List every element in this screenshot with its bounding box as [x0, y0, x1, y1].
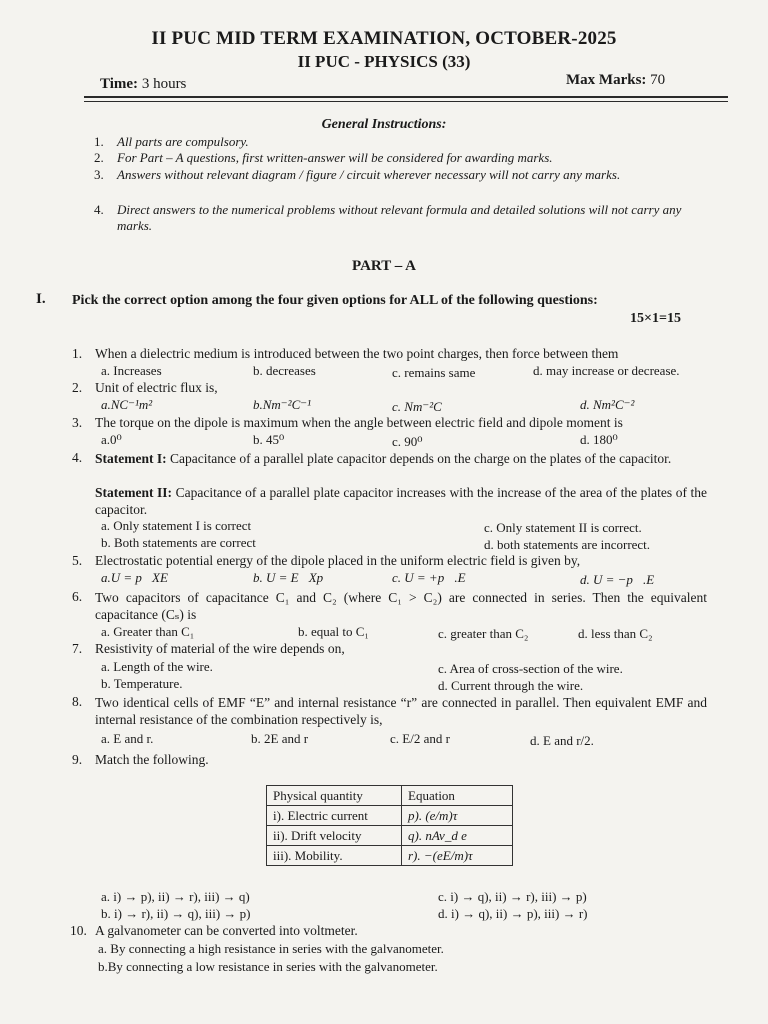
- header-rule-thin: [84, 101, 728, 102]
- subject-title: II PUC - PHYSICS (33): [297, 52, 471, 71]
- q4-option-b: b. Both statements are correct: [101, 535, 256, 550]
- exam-title: II PUC MID TERM EXAMINATION, OCTOBER-2025: [151, 28, 617, 49]
- q6-option-d: d. less than C₂: [578, 626, 653, 641]
- marks-label: Max Marks:: [566, 72, 647, 88]
- q7-text: Resistivity of material of the wire depends on,: [95, 641, 345, 656]
- q4-statement-1-text: Capacitance of a parallel plate capacitor depends on the charge on the plates of the capacitor.: [169, 451, 672, 466]
- q8-option-a: a. E and r.: [101, 731, 154, 746]
- q2-option-c: c. Nm⁻²C: [392, 399, 442, 414]
- match-header-quantity: Physical quantity: [267, 786, 402, 806]
- table-row: [267, 826, 513, 846]
- q1-option-a: a. Increases: [101, 363, 162, 378]
- q9-option-a: a. i) → p), ii) → r), iii) → q): [101, 889, 250, 904]
- q5-text: Electrostatic potential energy of the dipole placed in the uniform electric field is given by,: [95, 553, 581, 568]
- q2-option-b: b.Nm⁻²C⁻¹: [253, 397, 311, 412]
- q10-number: 10.: [70, 923, 87, 938]
- q7-option-c: c. Area of cross-section of the wire.: [438, 661, 623, 676]
- q10-option-a: a. By connecting a high resistance in series with the galvanometer.: [98, 941, 444, 956]
- q4-number: 4.: [72, 450, 83, 465]
- part-a-title: PART – A: [352, 258, 416, 274]
- q1-option-c: c. remains same: [392, 365, 476, 380]
- q9-number: 9.: [72, 752, 83, 767]
- q9-option-c: c. i) → q), ii) → r), iii) → p): [438, 889, 587, 904]
- q3-number: 3.: [72, 415, 83, 430]
- marks-value: 70: [650, 72, 666, 88]
- q2-option-a: a.NC⁻¹m²: [101, 397, 153, 412]
- q8-option-c: c. E/2 and r: [390, 731, 450, 746]
- q6-option-c: c. greater than C₂: [438, 626, 529, 641]
- match-equation: p). (e/m)τ: [402, 806, 513, 826]
- q3-option-a: a.0⁰: [101, 432, 122, 447]
- q6-text: Two capacitors of capacitance C₁ and C₂ (where C₁ > C₂) are connected in series. Then the equivalent capacitance (Cₛ) is: [95, 590, 707, 622]
- q1-number: 1.: [72, 346, 83, 361]
- table-row: [267, 846, 513, 866]
- q4-statement-1-label: Statement I:: [95, 451, 167, 466]
- q5-option-b: b. U = E⃗Xp⃗: [253, 570, 334, 585]
- match-header-equation: Equation: [402, 786, 513, 806]
- match-table-header: [267, 786, 513, 806]
- q3-option-d: d. 180⁰: [580, 432, 618, 447]
- marks-info: [566, 72, 665, 89]
- match-quantity: iii). Mobility.: [267, 846, 402, 866]
- q9-option-d: d. i) → q), ii) → p), iii) → r): [438, 906, 588, 921]
- q8-option-b: b. 2E and r: [251, 731, 309, 746]
- q7-option-a: a. Length of the wire.: [101, 659, 213, 674]
- q8-option-d: d. E and r/2.: [530, 733, 594, 748]
- q5-number: 5.: [72, 553, 83, 568]
- match-quantity: i). Electric current: [267, 806, 402, 826]
- q4-option-c: c. Only statement II is correct.: [484, 520, 642, 535]
- q1-option-b: b. decreases: [253, 363, 316, 378]
- q3-option-c: c. 90⁰: [392, 434, 423, 449]
- q8-number: 8.: [72, 694, 83, 709]
- header-rule-thick: [84, 96, 728, 98]
- q2-option-d: d. Nm²C⁻²: [580, 397, 635, 412]
- match-equation: r). −(eE/m)τ: [402, 846, 513, 866]
- q7-number: 7.: [72, 641, 83, 656]
- q8-text: Two identical cells of EMF “E” and internal resistance “r” are connected in parallel. Then equivalent EMF and internal resistance of the combination respectively is,: [95, 695, 707, 727]
- q4-statement-2-label: Statement II:: [95, 485, 173, 500]
- q4-statement-2-text: Capacitance of a parallel plate capacitor increases with the increase of the area of the plates of the capacitor.: [95, 485, 707, 517]
- section-text: Pick the correct option among the four given options for ALL of the following questions:: [72, 293, 598, 308]
- exam-paper: II PUC MID TERM EXAMINATION, OCTOBER-2025 II PUC - PHYSICS (33) Time: 3 hours Max Marks: 70 General Instructions: 1. All parts are compulsory. 2. For Part – A questions, first written-answer will be considered for awarding marks. 3. Answers without relevant diagram / figure / circuit wherever necessary will not carry any marks. 4. Direct answers to the numerical problems without relevant formula and detailed solutions will not carry any marks. PART – A I. Pick the correct option among the four given options for ALL of the following questions: 15×1=15 1. When a dielectric medium is introduced between the two point charges, then force between them a. Increases b. decreases c. remains same d. may increase or decrease. 2. Unit of electric flux is, a.NC⁻¹m² b.Nm⁻²C⁻¹ c. Nm⁻²C d. Nm²C⁻² 3. The torque on the dipole is maximum when the angle between electric field and dipole moment is a.0⁰ b. 45⁰ c. 90⁰ d. 180⁰ 4. Statement I: Capacitance of a parallel plate capacitor depends on the charge on the plates of the capacitor. Statement II: Capacitance of a parallel plate capacitor increases with the increase of the area of the plates of the capacitor. a. Only statement I is correct c. Only statement II is correct. b. Both statements are correct d. both statements are incorrect. 5. Electrostatic potential energy of the dipole placed in the uniform electric field is given by, a.U = p⃗XE⃗ b. U = E⃗Xp⃗ c. U = +p⃗.E⃗ d. U = −p⃗.E⃗ 6. Two capacitors of capacitance C₁ and C₂ (where C₁ > C₂) are connected in series. Then the equivalent capacitance (Cₛ) is a. Greater than C₁ b. equal to C₁ c. greater than C₂ d. less than C₂ 7. Resistivity of material of the wire depends on, a. Length of the wire. c. Area of cross-section of the wire. b. Temperature. d. Current through the wire. 8. Two identical cells of EMF “E” and internal resistance “r” are connected in parallel. Then equivalent EMF and internal resistance of the combination respectively is, a. E and r. b. 2E and r c. E/2 and r d. E and r/2. 9. Match the following. Physical quantity Equation i). Electric current p). (e/m)τ ii). Drift velocity q). nAv_d e iii). Mobility. r). −(eE/m)τ a. i) → p), ii) → r), iii) → q) c. i) → q), ii) → r), iii) → p) b. i) → r), ii) → q), iii) → p) d. i) → q), ii) → p), iii) → r) 10. A galvanometer can be converted into voltmeter. a. By connecting a high resistance in series with the galvanometer. b.By connecting a low resistance in series with the galvanometer.: [0, 0, 768, 1024]
- q5-option-c: c. U = +p⃗.E⃗: [392, 570, 476, 585]
- time-value: 3 hours: [141, 76, 187, 92]
- match-equation: q). nAv_d e: [402, 826, 513, 846]
- q2-text: Unit of electric flux is,: [95, 380, 218, 395]
- table-row: [267, 806, 513, 826]
- time-label: Time:: [100, 76, 139, 92]
- match-quantity: ii). Drift velocity: [267, 826, 402, 846]
- q3-text: The torque on the dipole is maximum when the angle between electric field and dipole moment is: [95, 415, 623, 430]
- instructions-title: General Instructions:: [321, 117, 447, 132]
- q4-option-d: d. both statements are incorrect.: [484, 537, 651, 552]
- q7-option-d: d. Current through the wire.: [438, 678, 584, 693]
- q1-text: When a dielectric medium is introduced between the two point charges, then force between them: [95, 346, 619, 361]
- q9-text: Match the following.: [95, 752, 209, 767]
- section-marks: 15×1=15: [630, 311, 681, 326]
- q1-option-d: d. may increase or decrease.: [533, 363, 680, 378]
- q10-text: A galvanometer can be converted into voltmeter.: [95, 923, 358, 938]
- q3-option-b: b. 45⁰: [253, 432, 285, 447]
- match-table: [266, 785, 513, 866]
- q5-option-d: d. U = −p⃗.E⃗: [580, 572, 665, 587]
- q7-option-b: b. Temperature.: [101, 676, 183, 691]
- q4-statement-2: [95, 484, 707, 518]
- section-number: I.: [36, 291, 46, 307]
- q4-option-a: a. Only statement I is correct: [101, 518, 252, 533]
- q10-option-b: b.By connecting a low resistance in series with the galvanometer.: [98, 959, 438, 974]
- time-info: [100, 76, 186, 93]
- q4-statement-1: [95, 450, 707, 467]
- q2-number: 2.: [72, 380, 83, 395]
- q6-option-b: b. equal to C₁: [298, 624, 369, 639]
- q6-number: 6.: [72, 589, 83, 604]
- q5-option-a: a.U = p⃗XE⃗: [101, 570, 179, 585]
- q9-option-b: b. i) → r), ii) → q), iii) → p): [101, 906, 251, 921]
- q6-option-a: a. Greater than C₁: [101, 624, 195, 639]
